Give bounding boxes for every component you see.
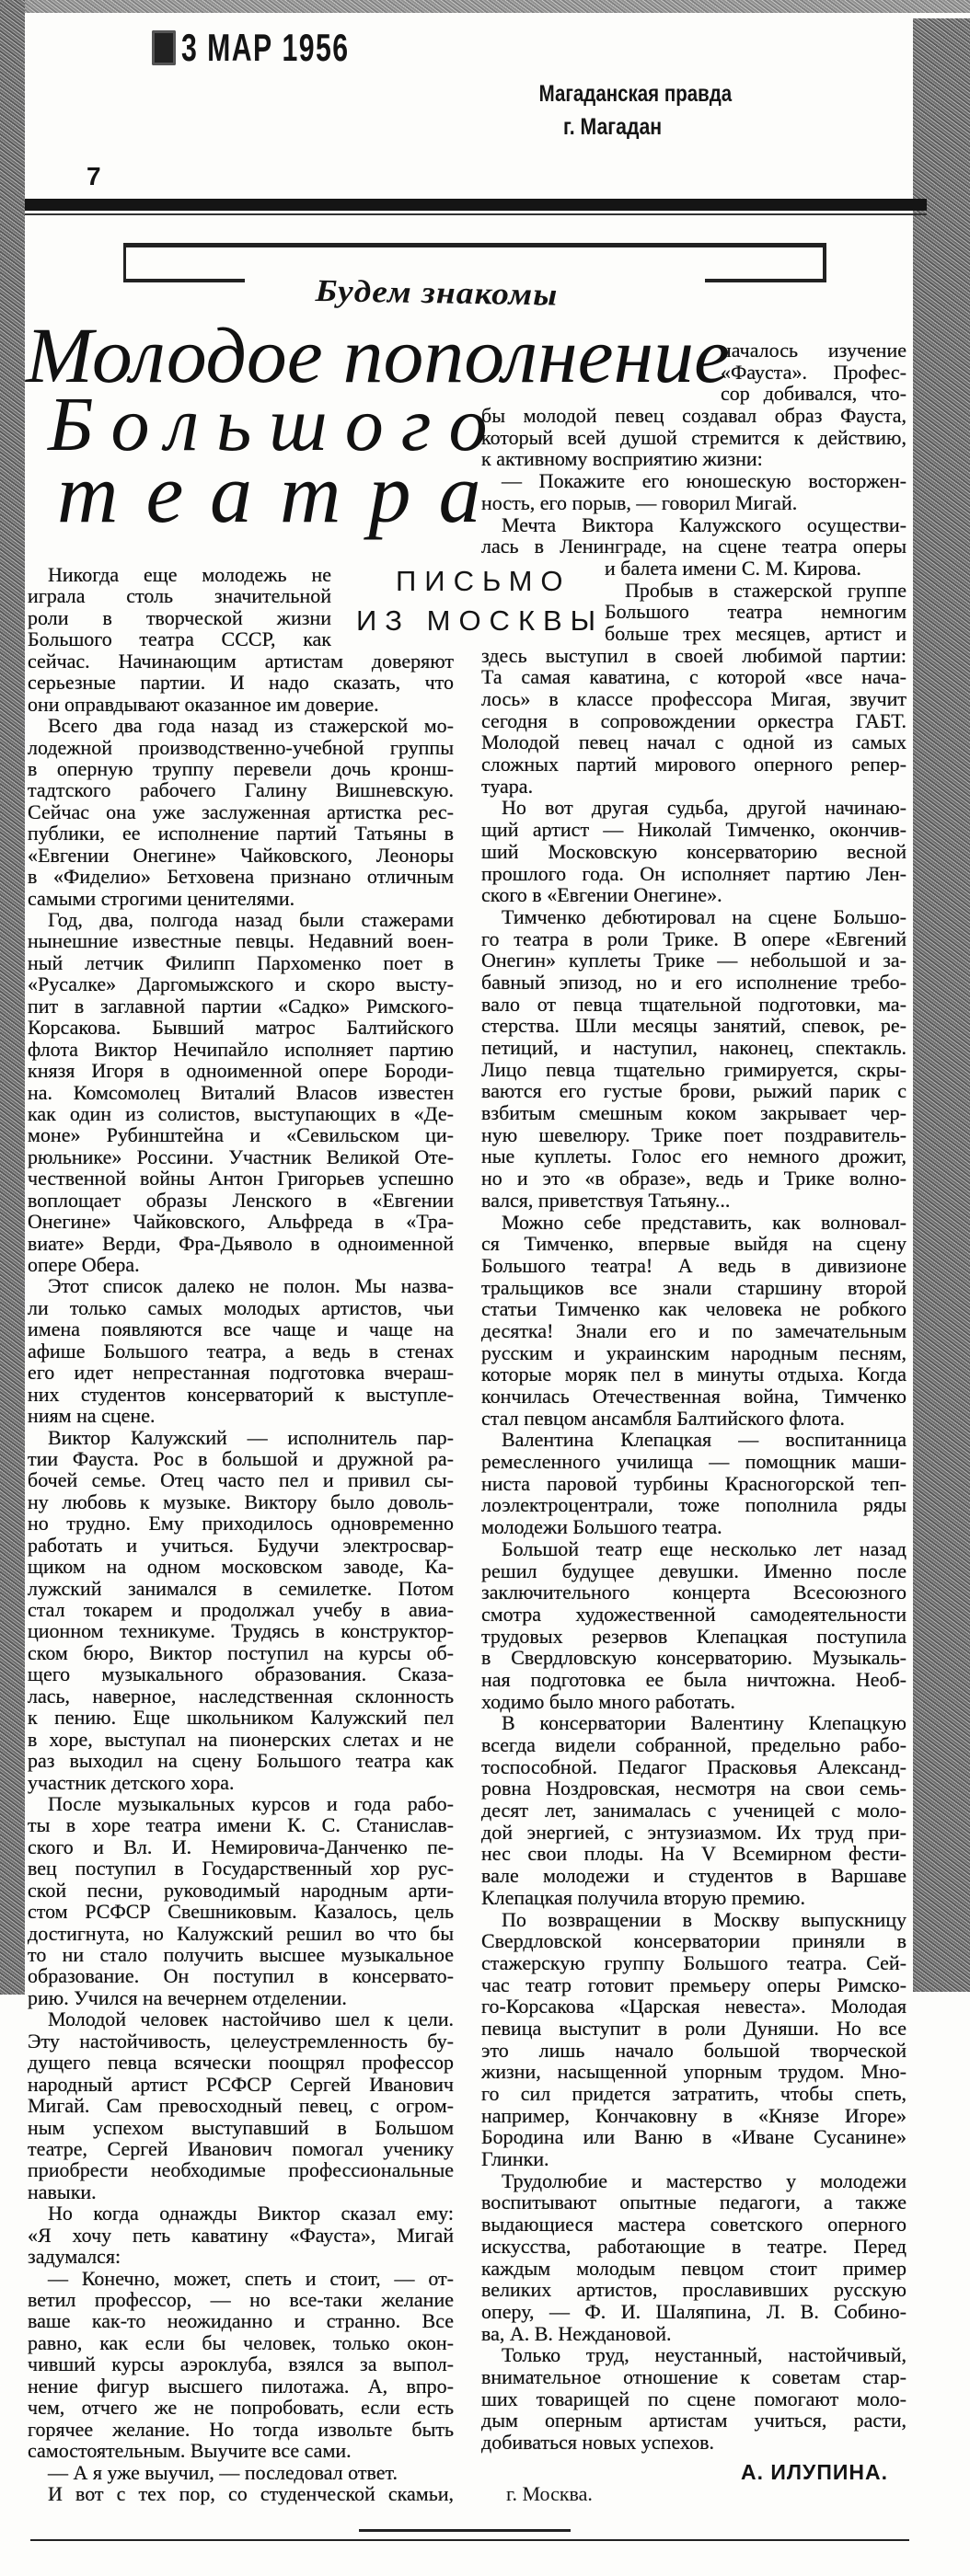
text-line: но трудно. Ему приходилось одновременно [28,1512,454,1535]
text-line: Онегине» Чайковского, Альфреда в «Тра- [28,1210,454,1234]
text-line: которые моряк пел в минуты отдыха. Когда [481,1363,906,1386]
scan-border-left [0,0,25,1995]
text-line: горячее желание. Но тогда извольте быть [28,2417,454,2441]
text-line: Можно себе представить, как волновал- [502,1210,906,1234]
text-line: решил будущее девушки. Именно после [481,1558,906,1582]
text-line: Мигай. Сам превосходный певец, с огром- [28,2094,454,2118]
text-line: Большого театра! А ведь в дивизионе [481,1253,906,1277]
text-line: И вот с тех пор, со студенческой скамьи, [48,2481,454,2505]
paragraph [28,564,454,715]
text-line: ну любовь к музыке. Виктору было доволь- [28,1489,454,1513]
text-line: флота Виктор Нечипайло исполняет партию [28,1037,454,1061]
rubric-frame-bottom-left [123,279,245,282]
header-rule [25,199,927,211]
text-line: бы молодой певец создавал образ Фауста, [481,404,906,428]
text-line: здесь выступил в своей любимой партии: [481,643,906,667]
text-line: тадтского рабочего Галину Вишневскую. [28,778,454,802]
text-line: ные куплеты. Голос его немного дрожит, [481,1144,906,1168]
text-line: ходимо было много работать. [481,1689,735,1713]
text-line: Бородина или Ваню в «Иване Сусанине» [481,2125,906,2149]
text-line: ная подготовка ее была ничтожна. Необ- [481,1667,906,1691]
text-line: Никогда еще молодежь не [48,563,331,586]
text-line: сор добивался, что- [721,382,906,406]
text-line: в Свердловскую консерваторию. Музыкаль- [481,1646,906,1670]
header-rule-thin [25,213,927,215]
text-line: лоэлектроцентрали, тоже пополнила ряды [481,1493,906,1517]
text-line: но и это «в образе», ведь и Трике волно- [481,1167,906,1190]
text-line: стал певцом ансамбля Балтийского флота. [481,1406,845,1430]
text-line: го театра в роли Трике. В опере «Евгений [481,926,906,950]
text-line: Та самая каватина, с которой «все нача- [481,665,906,689]
text-line: десятка! Знали его и по замечательным [481,1318,906,1342]
text-line: вался, приветствуя Татьяну... [481,1188,731,1212]
article-column-left [28,564,454,2504]
text-line: Тимченко дебютировал на сцене Большо- [502,904,906,928]
stamp-mark-icon [152,30,176,65]
text-line: ва, А. В. Неждановой. [481,2321,672,2345]
paragraph [481,1909,906,2170]
text-line: дым оперным артистам учиться, расти, [481,2409,906,2432]
text-line: нынешние известные певцы. Недавний воен- [28,929,454,953]
text-line: оперу, — Ф. И. Шаляпина, Л. В. Собино- [481,2299,906,2323]
text-line: ского в «Евгении Онегине». [481,883,722,907]
text-line: Клепацкая получила вторую премию. [481,1885,805,1909]
text-line: ным успехом выступавший в Большом [28,2115,454,2139]
text-line: лась, наверное, наследственная склонность [28,1684,454,1708]
text-line: виате» Верди, Фра-Дьяволо в одноименной [28,1231,454,1255]
paragraph [28,2483,454,2504]
text-line: Свердловской консерватории приняли в [481,1929,906,1953]
scan-border-right [913,18,970,1992]
text-line: певица выступит в роли Дуняши. Но все [481,2016,906,2040]
text-line: нение фигур высшего пилотажа. А, впро- [28,2374,454,2398]
text-line: Только труд, неустанный, настойчивый, [502,2343,906,2367]
text-line: Большой театр еще несколько лет назад [502,1536,906,1560]
text-line: ли только самых молодых артистов, чьи [28,1295,454,1319]
text-line: Всего два года назад из стажерской мо- [48,714,454,738]
text-line: вец поступил в Государственный хор рус- [28,1857,454,1880]
text-line: ветил профессор, — но все-таки желание [28,2288,454,2311]
text-line: — А я уже выучил, — последовал ответ. [48,2460,398,2484]
text-line: ционном техникуме. Трудясь в конструктор- [28,1619,454,1643]
text-line: воспитывают опытные педагоги, а также [481,2191,906,2214]
text-line: искусства, работающие в театре. Перед [481,2234,906,2258]
text-line: всегда видели собранной, предельно рабо- [481,1733,906,1756]
text-line: час театр готовит премьеру оперы Римско- [481,1972,906,1996]
text-line: Виктор Калужский — исполнитель пар- [48,1425,454,1449]
text-line: к пению. Еще школьником Калужский пел [28,1706,454,1730]
text-line: каждым молодым певцом стоит пример [481,2256,906,2280]
text-line: началось изучение [721,339,906,362]
text-line: стерства. Шли месяцы занятий, спевок, ре- [481,1014,906,1038]
text-line: заключительного концерта Всесоюзного [481,1581,906,1604]
text-line: бавный эпизод, но и его исполнение требо- [481,970,906,994]
text-line: роли в творческой жизни [28,605,331,629]
text-line: публики, ее исполнение партий Татьяны в [28,822,454,845]
text-line: чем, отчего же не попробовать, если есть [28,2396,454,2420]
text-line: «Русалке» Даргомыжского и скоро высту- [28,972,454,996]
text-line: ший Московскую консерваторию весной [481,839,906,863]
paragraph [481,514,906,580]
text-line: ской песни, руководимый народным арти- [28,1878,454,1902]
text-line: участник детского хора. [28,1770,235,1794]
rubric-frame-left [123,243,126,282]
page-number: 7 [87,162,101,190]
text-line: Лицо певца тщательно гримируется, скры- [481,1057,906,1081]
text-line: Но вот другая судьба, другой начинаю- [502,796,906,820]
text-line: раз выходил на сцену Большого театра как [28,1749,454,1773]
text-line: В консерватории Валентину Клепацкую [502,1711,906,1735]
text-line: смотра художественной самодеятельности [481,1602,906,1626]
text-line: воплощает образы Ленского в «Евгении [28,1188,454,1212]
paragraph [481,2344,906,2453]
text-line: трудовых резервов Клепацкая поступила [481,1624,906,1648]
article-title-line: Большого [48,382,505,467]
text-line: они оправдывают оказанное им доверие. [28,692,379,716]
text-line: кончилась Отечественная война, Тимченко [481,1385,906,1408]
text-line: князя Игоря в одноименной опере Бороди- [28,1059,454,1083]
text-line: ших товарищей по сцене помогают моло- [481,2386,906,2410]
paragraph [28,2008,454,2202]
text-line: народный артист РСФСР Сергей Иванович [28,2072,454,2096]
text-line: театре, Сергей Иванович помогал ученику [28,2136,454,2160]
newspaper-name: Магаданская правда [538,81,733,107]
text-line: сложных партий мирового оперного репер- [481,753,906,776]
text-line: ниста паровой турбины Красногорской теп- [481,1471,906,1495]
text-line: лось» в классе профессора Мигая, звучит [481,687,906,710]
text-line: Большого театра СССР, как [28,627,331,651]
text-line: После музыкальных курсов и года рабо- [48,1791,454,1815]
text-line: серьезные партии. И надо сказать, что [28,671,454,695]
text-line: го сил придется затратить, чтобы спеть, [481,2082,906,2105]
text-line: задумался: [28,2245,121,2269]
text-line: ную шевелюру. Трике поет поздравитель- [481,1122,906,1146]
text-line: тральщиков все знали старшину второй [481,1275,906,1299]
text-line: — Конечно, может, спеть и стоит, — от- [48,2266,454,2290]
rubric-frame-right [823,243,826,282]
text-line: равно, как если бы человек, только окон- [28,2330,454,2354]
text-line: имена появляются все чаще и чаще на [28,1317,454,1341]
article-column-right [481,339,906,2454]
text-line: Молодой певец начал с одной из самых [481,730,906,754]
text-line: лужский занимался в семилетке. Потом [28,1576,454,1600]
text-line: Трудолюбие и мастерство у молодежи [502,2168,906,2192]
rubric-frame-top [123,243,826,247]
text-line: Год, два, полгода назад были стажерами [48,908,454,931]
text-line: ность, его порыв, — говорил Мигай. [481,490,798,514]
article-title-line: Молодое пополнение [26,311,730,399]
text-line: взбитым смешным коком закрывает чер- [481,1101,906,1125]
text-line: Этот список далеко не полон. Мы назва- [48,1274,454,1298]
newspaper-city: г. Магадан [563,114,663,140]
footer-rule [30,2539,909,2541]
text-line: Но когда однажды Виктор сказал ему: [48,2202,454,2225]
text-line: Большого театра немногим [605,600,906,624]
text-line: внимательное отношение к советам стар- [481,2364,906,2388]
text-line: — Покажите его юношескую восторжен- [502,469,906,493]
text-line: играла столь значительной [28,584,331,608]
text-line: ского и Вл. И. Немировича-Данченко пе- [28,1834,454,1858]
text-line: чивший курсы аэроклуба, взялся за выпол- [28,2352,454,2376]
author-signature: А. ИЛУПИНА. [741,2460,889,2484]
text-line: ском бюро, Виктор поступил на курсы об- [28,1640,454,1664]
text-line: сегодня в сопровождении оркестра ГАБТ. [481,708,906,732]
article-subtitle-line: ПИСЬМО [396,565,572,597]
text-line: «Я хочу петь каватину «Фауста», Мигай [28,2223,454,2247]
paragraph [28,1275,454,1426]
paragraph [28,2462,454,2483]
text-line: стажерскую группу Большого театра. Сей- [481,1950,906,1974]
text-line: и балета имени С. М. Кирова. [605,556,861,580]
text-line: это лишь начало большой творческой [481,2038,906,2062]
text-line: рюльнике» Россини. Участник Великой Оте- [28,1144,454,1168]
text-line: лась в Ленинграде, на сцене театра оперы [481,535,906,558]
text-line: моне» Рубинштейна и «Севильском ци- [28,1123,454,1147]
text-line: в «Фиделио» Бетховена признано отличным [28,865,454,889]
text-line: который всей душой стремится к действию, [481,425,906,449]
text-line: тии Фауста. Рос в большой и дружной ра- [28,1446,454,1470]
article-title-line: театра [57,446,509,540]
text-line: прошлого года. Он исполняет партию Лен- [481,861,906,885]
text-line: ный летчик Филипп Пархоменко поет в [28,950,454,974]
text-line: работать и учиться. Будучи электросвар- [28,1533,454,1557]
text-line: на. Комсомолец Виталий Власов известен [28,1080,454,1104]
text-line: афише Большого театра, а ведь в стенах [28,1339,454,1363]
text-line: вале молодежи и студентов в Варшаве [481,1864,906,1888]
paragraph [28,2202,454,2267]
text-line: приобрести необходимые профессиональные [28,2158,454,2182]
text-line: добиваться новых успехов. [481,2431,714,2454]
paragraph [481,906,906,1212]
text-line: самостоятельным. Выучите все сами. [28,2439,352,2463]
paragraph [481,797,906,905]
text-line: ты в хоре театра имени К. С. Станислав- [28,1813,454,1837]
text-line: щий артист — Николай Тимченко, окончив- [481,818,906,842]
paragraph [481,470,906,513]
text-line: щего музыкального образования. Сказа- [28,1662,454,1686]
text-line: Эту настойчивость, целеустремленность бу- [28,2029,454,2053]
text-line: ремесленного училища — помощник маши- [481,1450,906,1474]
text-line: ваше как-то неожиданно и странно. Все [28,2309,454,2333]
text-line: Валентина Клепацкая — воспитанница [502,1428,906,1452]
dateline-place: г. Москва. [506,2482,593,2505]
text-line: навыки. [28,2179,97,2203]
paragraph [28,2268,454,2462]
footer-rule-segment [469,2529,571,2532]
paragraph [481,339,906,470]
text-line: десят лет, занималась с ученицей с моло- [481,1799,906,1823]
text-line: вало от певца тщательной подготовки, ма- [481,992,906,1016]
paragraph [481,1429,906,1537]
text-line: Сейчас она уже заслуженная артистка рес- [28,799,454,823]
text-line: молодежи Большого театра. [481,1515,722,1539]
text-line: го-Корсакова «Царская невеста». Молодая [481,1995,906,2018]
text-line: лодежной производственно-учебной группы [28,735,454,759]
paragraph [28,1793,454,2008]
text-line: выдающиеся мастера советского оперного [481,2213,906,2237]
rubric-frame-bottom-right [705,279,826,282]
text-line: больше трех месяцев, артист и [605,621,906,645]
paragraph [481,1538,906,1713]
text-line: великих артистов, прославивших русскую [481,2278,906,2302]
text-line: сейчас. Начинающим артистам доверяют [28,649,454,673]
text-line: петиций, и наступил, наконец, спектакль. [481,1036,906,1059]
date-stamp-text: 3 МАР 1956 [181,26,350,69]
text-line: По возвращении в Москву выпускницу [502,1907,906,1931]
text-line: жизни, насыщенной упорным трудом. Мно- [481,2060,906,2084]
text-line: к активному восприятию жизни: [481,447,763,471]
paragraph [481,1212,906,1430]
text-line: Глинки. [481,2147,549,2171]
text-line: стал токарем и продолжал учебу в авиа- [28,1598,454,1621]
text-line: рию. Учился на вечернем отделении. [28,1985,347,2009]
text-line: нес свои плоды. На V Всемирном фести- [481,1842,906,1866]
text-line: самыми строгими ценителями. [28,886,295,910]
text-line: щиком на одном московском заводе, Ка- [28,1555,454,1579]
paragraph [28,1427,454,1793]
text-line: статьи Тимченко как человека не робкого [481,1297,906,1321]
paragraph [481,1712,906,1908]
text-line: достигнута, но Калужский решил во что бы [28,1921,454,1945]
text-line: Пробыв в стажерской группе [625,578,906,602]
text-line: ваются его густые брови, рыжий парик с [481,1079,906,1103]
text-line: туара. [481,774,534,798]
text-line: то ни стало получить высшее музыкальное [28,1943,454,1966]
text-line: бочей семье. Отец часто пел и привил сы- [28,1468,454,1492]
text-line: ровна Ноздровская, несмотря на свои семь- [481,1777,906,1800]
text-line: ниям на сцене. [28,1404,156,1428]
text-line: «Евгении Онегине» Чайковского, Леоноры [28,843,454,867]
rubric-label: Будем знакомы [315,274,559,313]
text-line: например, Кончаковну в «Князе Игоре» [481,2103,906,2127]
footer-rule-segment [359,2529,488,2532]
text-line: Онегин» куплеты Трике — небольшой и за- [481,949,906,972]
paragraph [28,715,454,909]
text-line: пит в заглавной партии «Садко» Римского- [28,994,454,1018]
text-line: опере Обера. [28,1253,140,1276]
text-line: них студентов консерваторий к выступле- [28,1382,454,1406]
date-stamp [152,28,414,68]
scan-border-top [0,0,970,13]
paragraph [481,580,906,798]
text-line: в хоре, выступал на пионерских слетах и не [28,1727,454,1751]
text-line: Мечта Виктора Калужского осуществи- [502,512,906,536]
text-line: дущего певца всячески поощрял профессор [28,2051,454,2075]
text-line: «Фауста». Профес- [721,360,906,384]
paragraph [481,2170,906,2345]
text-line: ся Тимченко, впервые выйдя на сцену [481,1232,906,1256]
paragraph [28,909,454,1275]
text-line: как один из солистов, выступающих в «Де- [28,1101,454,1125]
text-line: дой энергией, с энтузиазмом. Их труд при- [481,1820,906,1844]
text-line: образование. Он поступил в консервато- [28,1964,454,1988]
text-line: русским и украинским народным песням, [481,1340,906,1364]
text-line: стом РСФСР Свешниковым. Казалось, цель [28,1900,454,1924]
text-line: Корсакова. Бывший матрос Балтийского [28,1016,454,1040]
article-subtitle-line: ИЗ МОСКВЫ [356,604,605,637]
text-line: тоспособной. Педагог Прасковья Александ- [481,1754,906,1778]
text-line: в оперную труппу перевели дочь кронш- [28,756,454,780]
text-line: чественной войны Антон Григорьев успешно [28,1167,454,1190]
text-line: его идет непрестанная подготовка вчераш- [28,1361,454,1385]
text-line: Молодой человек настойчиво шел к цели. [48,2007,454,2031]
